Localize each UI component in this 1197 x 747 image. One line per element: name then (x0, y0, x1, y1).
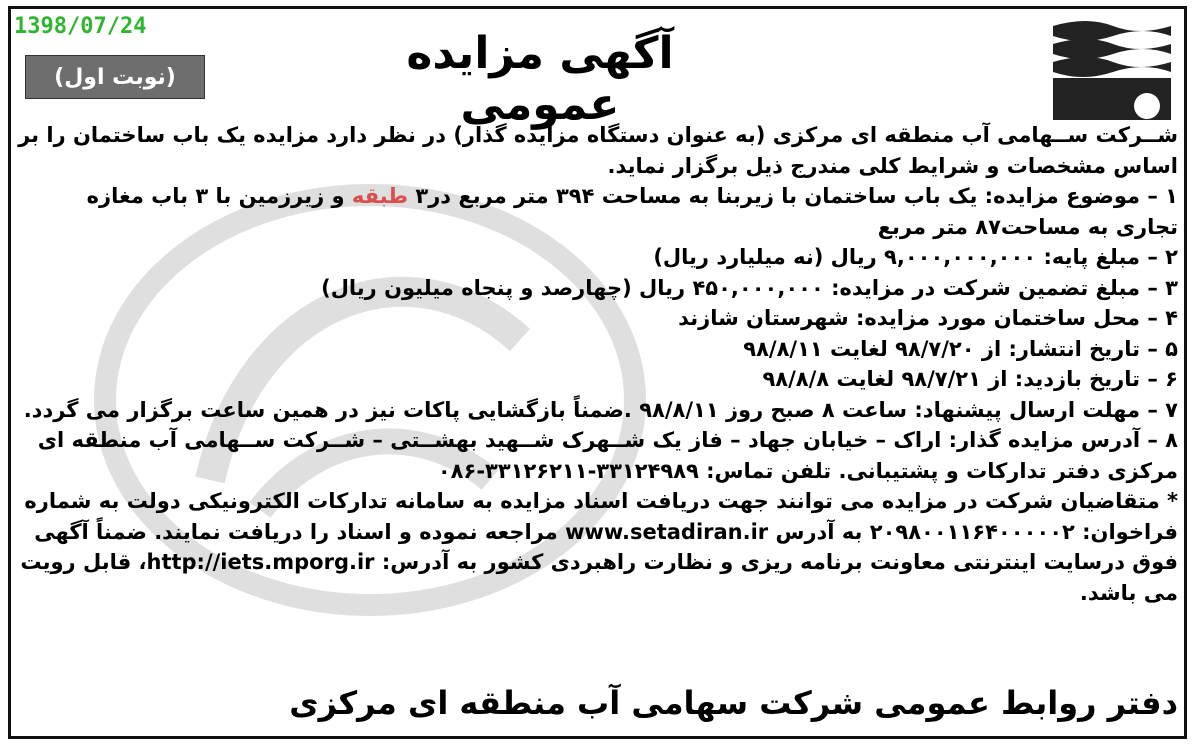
item-guarantee: ۳ – مبلغ تضمین شرکت در مزایده: ۴۵۰,۰۰۰,۰۰۰ ریال (چهارصد و پنجاه میلیون ریال) (321, 275, 1178, 300)
item-deadline: ۷ – مهلت ارسال پیشنهاد: ساعت ۸ صبح روز ۹۸/۸/۱۱ .ضمناً بازگشایی پاکات نیز در همین ساعت برگزار می گردد. (23, 397, 1178, 422)
footer-signature: دفتر روابط عمومی شرکت سهامی آب منطقه ای مرکزی (289, 684, 1178, 722)
item-location: ۴ – محل ساختمان مورد مزایده: شهرستان شازند (678, 306, 1178, 330)
item-address: ۸ – آدرس مزایده گذار: اراک – خیابان جهاد – فاز یک شــهرک شــهید بهشــتی – شــرکت ســهامی آب منطقه ای مرکزی دفتر تدارکات و پشتیبانی. تلفن تماس: ۳۳۱۲۴۹۸۹-۳۳۱۲۶۲۱۱-۰۸۶ (37, 428, 1178, 483)
item-subject-text: ۱ – موضوع مزایده: یک باب ساختمان با زیربنا به مساحت ۳۹۴ متر مربع در۳ (408, 184, 1178, 208)
item-publish-date: ۵ – تاریخ انتشار: از ۹۸/۷/۲۰ لغایت ۹۸/۸/۱۱ (743, 336, 1178, 361)
item-subject-text-rest: و زیرزمین با ۳ باب مغازه تجاری به مساحت۸۷ متر مربع (86, 184, 1178, 239)
item-subject (18, 181, 1178, 242)
notice-title: آگهی مزایده عمومی (406, 28, 674, 130)
round-badge: (نوبت اول) (25, 55, 205, 99)
date-stamp: 1398/07/24 (14, 14, 147, 39)
item-visit-date: ۶ – تاریخ بازدید: از ۹۸/۷/۲۱ لغایت ۹۸/۸/۸ (762, 367, 1178, 391)
notice-paragraph: * متقاضیان شرکت در مزایده می توانند جهت دریافت اسناد مزایده به سامانه تدارکات الکترونیکی دولت به شماره فراخوان: ۲۰۹۸۰۰۱۱۶۴۰۰۰۰۰۲ به آدرس www.setadiran.ir مراجعه نموده و اسناد را دریافت نمایند. ضمناً آگهی فوق درسایت اینترنتی معاونت برنامه ریزی و نظارت راهبردی کشور به آدرس: http://iets.mporg.ir، قابل رویت می باشد. (20, 489, 1178, 605)
water-company-logo-icon (1047, 12, 1177, 124)
intro-paragraph: شــرکت ســهامی آب منطقه ای مرکزی (به عنوان دستگاه مزایده گذار) در نظر دارد مزایده یک باب ساختمان را بر اساس مشخصات و شرایط کلی مندرج ذیل برگزار نماید. (18, 123, 1178, 178)
item-base-price: ۲ – مبلغ پایه: ۹,۰۰۰,۰۰۰,۰۰۰ ریال (نه میلیارد ریال) (653, 245, 1178, 269)
notice-body (18, 120, 1178, 608)
item-subject-highlight: طبقه (351, 184, 409, 208)
